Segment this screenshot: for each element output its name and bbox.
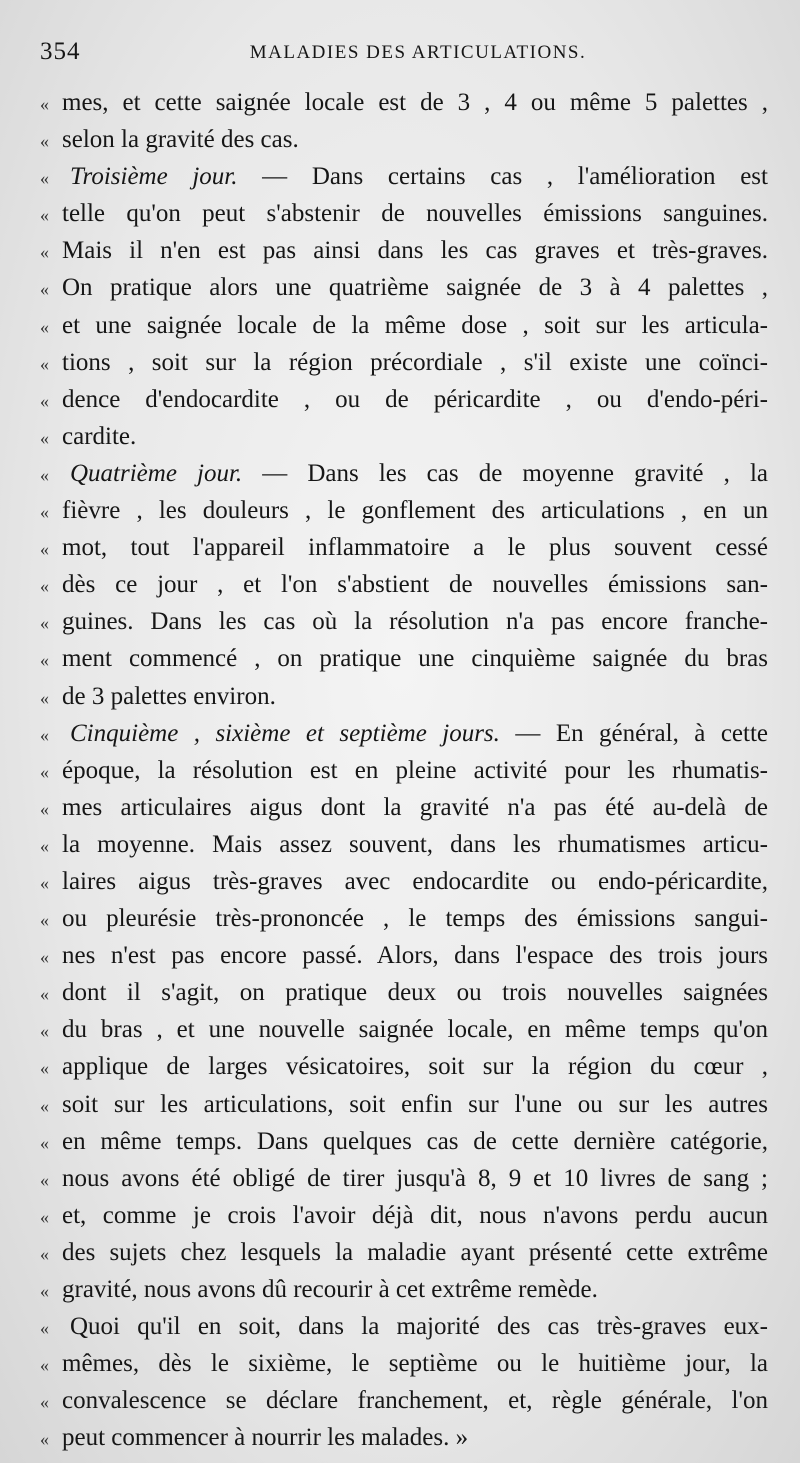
line-text: dence d'endocardite , ou de péricardite , ou d'endo-péri- [62,385,768,413]
line-text: applique de larges vésicatoires, soit sur la région du cœur , [62,1053,768,1081]
line-text: guines. Dans les cas où la résolution n'a pas encore franche- [62,608,768,636]
text-line [40,1308,768,1345]
line-text: fièvre , les douleurs , le gonflement des articulations , en un [62,497,768,525]
page-header [36,38,760,70]
line-text: cardite. [62,422,137,450]
text-line [40,418,768,455]
quote-mark: « [40,279,49,300]
text-line [40,678,768,715]
quote-mark: « [40,1132,49,1153]
text-line [40,789,768,826]
quote-mark: « [40,1429,49,1450]
text-line [40,84,768,121]
text-line [40,269,768,306]
quote-mark: « [40,1021,49,1042]
quote-mark: « [40,984,49,1005]
text-line [40,529,768,566]
line-text: convalescence se déclare franchement, et, règle générale, l'on [62,1387,768,1415]
text-line [40,603,768,640]
quote-mark: « [40,1058,49,1079]
text-line [40,1086,768,1123]
line-text: dès ce jour , et l'on s'abstient de nouvelles émissions san- [62,571,768,599]
text-line [40,195,768,232]
text-line [40,455,768,492]
quote-mark: « [40,1281,49,1301]
italic-heading: Troisième jour. [70,163,238,191]
line-text: et une saignée locale de la même dose , soit sur les articula- [62,311,768,339]
text-line [40,863,768,900]
italic-heading: Cinquième , sixième et septième jours. [70,719,500,747]
quote-mark: « [40,761,49,782]
line-text: époque, la résolution est en pleine activité pour les rhumatis- [62,756,768,784]
text-line [40,1382,768,1419]
line-text: mêmes, dès le sixième, le septième ou le huitième jour, la [62,1350,768,1378]
quote-mark: « [40,464,49,485]
line-text: et, comme je crois l'avoir déjà dit, nous n'avons perdu aucun [62,1201,768,1229]
quote-mark: « [40,613,49,634]
quote-mark: « [40,576,49,597]
line-text: tions , soit sur la région précordiale , s'il existe une coïnci- [62,348,768,376]
line-text: On pratique alors une quatrième saignée de 3 à 4 palettes , [62,274,768,302]
text-line [40,752,768,789]
line-text: mes, et cette saignée locale est de 3 , 4 ou même 5 palettes , [62,89,768,116]
text-line [40,232,768,269]
text-line [40,900,768,937]
text-line [40,381,768,418]
text-line [40,492,768,529]
quote-mark: « [40,502,49,523]
quote-mark: « [40,1169,49,1190]
text-line [40,1197,768,1234]
line-text: telle qu'on peut s'abstenir de nouvelles émissions sanguines. [62,200,768,228]
quote-mark: « [40,1095,49,1116]
quote-mark: « [40,242,49,263]
text-line [40,937,768,974]
italic-heading: Quatrième jour. [70,459,243,487]
text-line [40,158,768,195]
line-text: des sujets chez lesquels la maladie ayant présenté cette extrême [62,1238,768,1266]
quote-mark: « [40,687,49,708]
quote-mark: « [40,390,49,411]
line-text: du bras , et une nouvelle saignée locale, en même temps qu'on [62,1016,768,1044]
line-text: de 3 palettes environ. [62,682,276,710]
quote-mark: « [40,947,49,968]
text-line [40,121,768,158]
line-text: laires aigus très-graves avec endocardite ou endo-péricardite, [62,867,768,895]
text-line [40,640,768,677]
quote-mark: « [40,316,49,337]
text-line [40,715,768,752]
text-line [40,1123,768,1160]
text-line [40,566,768,603]
quote-mark: « [40,205,49,226]
text-line [40,1011,768,1048]
line-text: Quoi qu'il en soit, dans la majorité des cas très-graves eux- [70,1313,768,1341]
quote-mark: « [40,353,49,374]
text-line [40,1419,768,1456]
line-text: selon la gravité des cas. [62,126,299,154]
quote-mark: « [40,1318,49,1339]
line-text: — Dans les cas de moyenne gravité , la [242,459,768,487]
quote-mark: « [40,650,49,671]
line-text: nes n'est pas encore passé. Alors, dans l'espace des trois jours [62,942,768,970]
text-line [40,974,768,1011]
text-line [40,307,768,344]
text-line [40,344,768,381]
line-text: — En général, à cette [499,719,768,747]
quote-mark: « [40,168,49,189]
line-text: la moyenne. Mais assez souvent, dans les rhumatismes articu- [62,830,768,858]
line-text: ment commencé , on pratique une cinquième saignée du bras [62,645,768,673]
quote-mark: « [40,94,49,114]
line-text: mes articulaires aigus dont la gravité n'a pas été au-delà de [62,793,768,821]
quote-mark: « [40,427,49,448]
line-text: en même temps. Dans quelques cas de cette dernière catégorie, [62,1127,768,1155]
line-text: dont il s'agit, on pratique deux ou trois nouvelles saignées [62,979,768,1007]
text-line [40,1048,768,1085]
quote-mark: « [40,1355,49,1376]
quote-mark: « [40,131,49,152]
quote-mark: « [40,910,49,931]
text-line [40,1160,768,1197]
quote-mark: « [40,798,49,819]
quote-mark: « [40,872,49,893]
quote-mark: « [40,1206,49,1227]
line-text: Mais il n'en est pas ainsi dans les cas graves et très-graves. [62,237,768,265]
running-title: MALADIES DES ARTICULATIONS. [249,42,587,63]
text-line [40,1234,768,1271]
quote-mark: « [40,835,49,856]
line-text: — Dans certains cas , l'amélioration est [237,163,768,191]
body-text [40,84,768,1456]
page-number: 354 [40,38,81,65]
text-line [40,1345,768,1382]
line-text: mot, tout l'appareil inflammatoire a le plus souvent cessé [62,534,768,562]
text-line [40,826,768,863]
line-text: soit sur les articulations, soit enfin sur l'une ou sur les autres [62,1090,768,1118]
line-text: peut commencer à nourrir les malades. » [62,1424,469,1452]
quote-mark: « [40,724,49,745]
text-line [40,1271,768,1308]
line-text: gravité, nous avons dû recourir à cet extrême remède. [62,1276,598,1303]
line-text: ou pleurésie très-prononcée , le temps des émissions sangui- [62,905,768,933]
line-text: nous avons été obligé de tirer jusqu'à 8, 9 et 10 livres de sang ; [62,1164,768,1192]
quote-mark: « [40,539,49,560]
quote-mark: « [40,1392,49,1413]
quote-mark: « [40,1243,49,1264]
